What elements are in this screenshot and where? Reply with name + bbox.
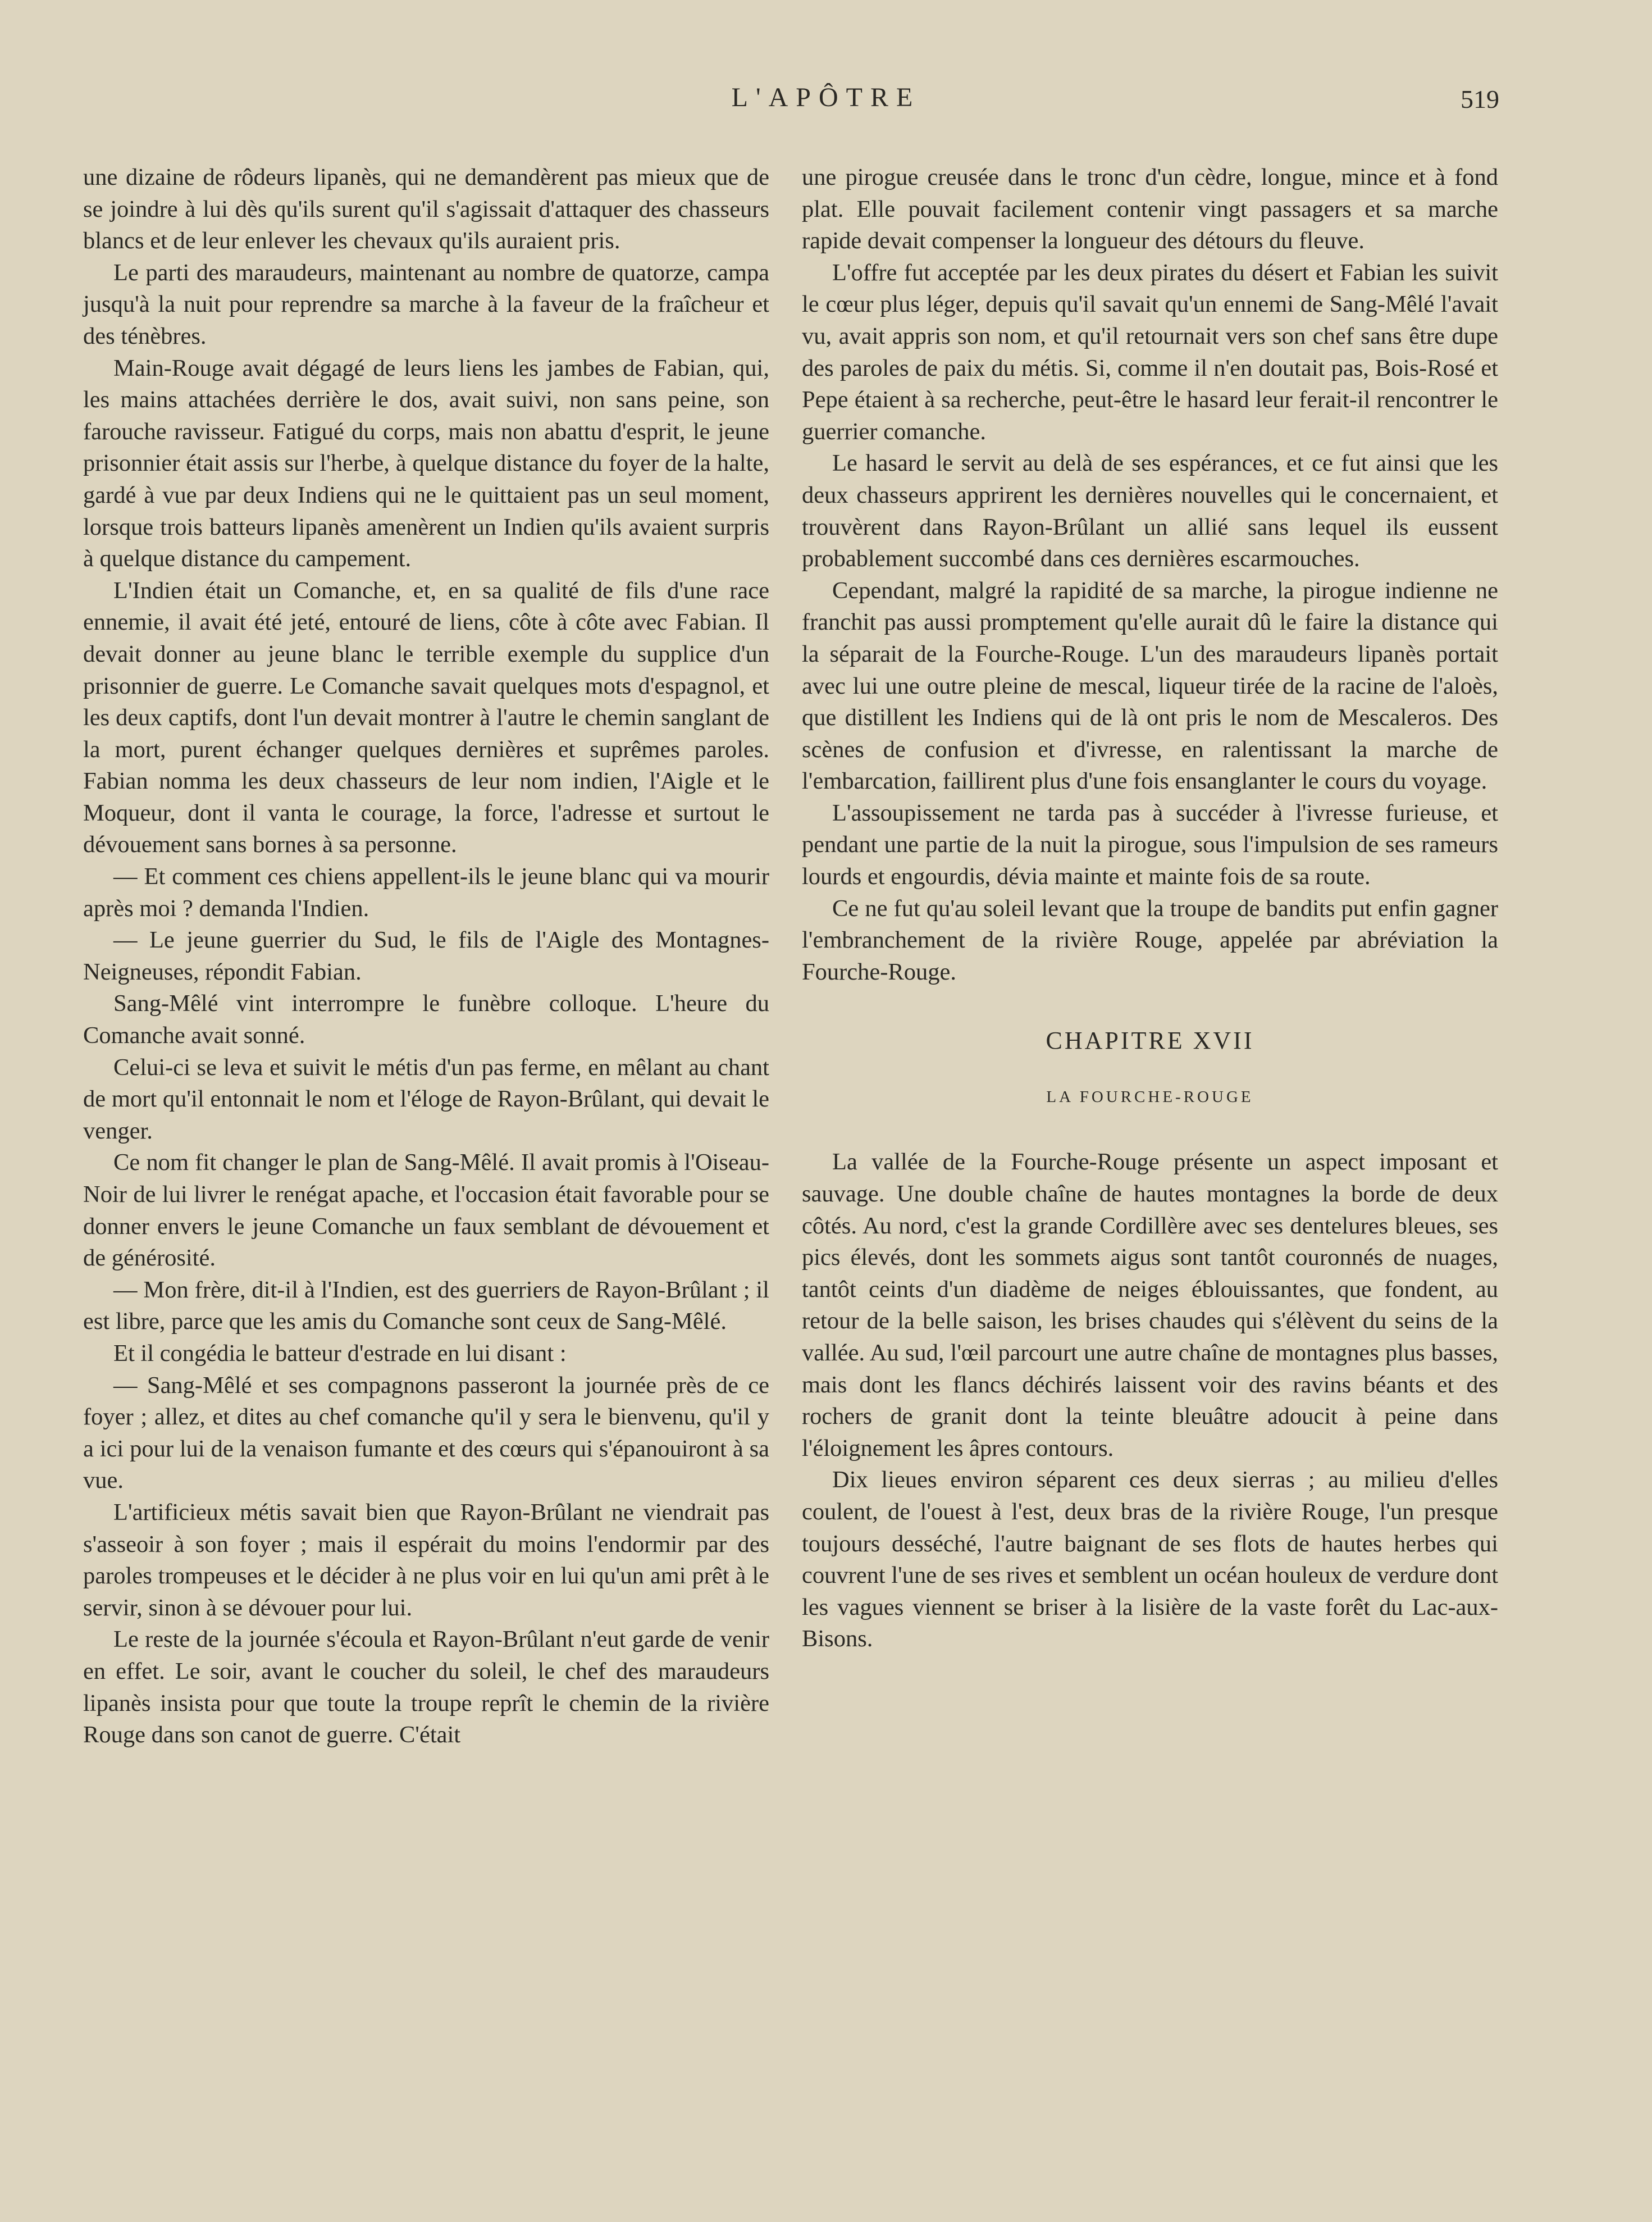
paragraph: Et il congédia le batteur d'estrade en lui disant : (113, 1340, 567, 1367)
paragraph: La vallée de la Fourche-Rouge présente un aspect imposant et sauvage. Une double chaîne de hautes montagnes la borde de deux côtés. Au nord, c'est la grande Cordillère avec ses dentelures bleues, ses pics élevés, dont les sommets aigus sont tantôt couronnés de nuages, tantôt ceints d'un diadème de neiges éblouissantes, que fondent, au retour de la belle saison, les brises chaudes qui s'élèvent du seins de la vallée. Au sud, l'œil parcourt une autre chaîne de montagnes plus basses, mais dont les flancs déchirés laissent voir des ravins béants et des rochers de granit dont la teinte bleuâtre adoucit à peine dans l'éloignement les âpres contours. (802, 1149, 1498, 1461)
chapter-body (802, 1146, 1498, 1655)
paragraph: L'assoupissement ne tarda pas à succéder à l'ivresse furieuse, et pendant une partie de la nuit la pirogue, sous l'impulsion de ses rameurs lourds et engourdis, dévia mainte et mainte fois de sa route. (802, 799, 1498, 890)
paragraph: Ce nom fit changer le plan de Sang-Mêlé. Il avait promis à l'Oiseau-Noir de lui livrer le renégat apache, et l'occasion était favorable pour se donner envers le jeune Comanche un faux semblant de dévouement et de générosité. (83, 1149, 769, 1272)
paragraph: Le reste de la journée s'écoula et Rayon-Brûlant n'eut garde de venir en effet. Le soir, avant le coucher du soleil, le chef des maraudeurs lipanès insista pour que toute la troupe reprît le chemin de la rivière Rouge dans son canot de guerre. C'était (83, 1626, 769, 1749)
paragraph: Sang-Mêlé vint interrompre le funèbre colloque. L'heure du Comanche avait sonné. (83, 990, 769, 1049)
running-title: L'APÔTRE (731, 83, 921, 112)
paragraph: une dizaine de rôdeurs lipanès, qui ne demandèrent pas mieux que de se joindre à lui dès qu'ils surent qu'il s'agissait d'attaquer des chasseurs blancs et de leur enlever les chevaux qu'ils auraient pris. (83, 164, 769, 254)
left-column (83, 162, 769, 1751)
paragraph: une pirogue creusée dans le tronc d'un cèdre, longue, mince et à fond plat. Elle pouvait facilement contenir vingt passagers et sa marche rapide devait compenser la longueur des détours du fleuve. (802, 164, 1498, 254)
paragraph: Celui-ci se leva et suivit le métis d'un pas ferme, en mêlant au chant de mort qu'il entonnait le nom et l'éloge de Rayon-Brûlant, qui devait le venger. (83, 1054, 769, 1144)
paragraph: Main-Rouge avait dégagé de leurs liens les jambes de Fabian, qui, les mains attachées derrière le dos, avait suivi, non sans peine, son farouche ravisseur. Fatigué du corps, mais non abattu d'esprit, le jeune prisonnier était assis sur l'herbe, à quelque distance du foyer de la halte, gardé à vue par deux Indiens qui ne le quittaient pas un seul moment, lorsque trois batteurs lipanès amenèrent un Indien qu'ils avaient surpris à quelque distance du campement. (83, 354, 769, 572)
chapter-title: CHAPITRE XVII (1046, 1027, 1254, 1055)
page-number: 519 (1461, 85, 1499, 113)
paragraph: L'Indien était un Comanche, et, en sa qualité de fils d'une race ennemie, il avait été jeté, entouré de liens, côte à côte avec Fabian. Il devait donner au jeune blanc le terrible exemple du supplice d'un prisonnier de guerre. Le Comanche savait quelques mots d'espagnol, et les deux captifs, dont l'un devait montrer à l'autre le chemin sanglant de la mort, purent échanger quelques dernières et suprêmes paroles. Fabian nomma les deux chasseurs de leur nom indien, l'Aigle et le Moqueur, dont il vanta le courage, la force, l'adresse et surtout le dévouement sans bornes à sa personne. (83, 577, 769, 858)
paragraph: Dix lieues environ séparent ces deux sierras ; au milieu d'elles coulent, de l'ouest à l'est, deux bras de la rivière Rouge, l'un presque toujours desséché, l'autre baignant de ses flots de hautes herbes qui couvrent l'une de ses rives et semblent un océan houleux de verdure dont les vagues viennent se briser à la lisière de la vaste forêt du Lac-aux-Bisons. (802, 1467, 1498, 1652)
paragraph: Cependant, malgré la rapidité de sa marche, la pirogue indienne ne franchit pas aussi promptement qu'elle aurait dû le faire la distance qui la séparait de la Fourche-Rouge. L'un des maraudeurs lipanès portait avec lui une outre pleine de mescal, liqueur tirée de la racine de l'aloès, que distillent les Indiens qui de là ont pris le nom de Mescaleros. Des scènes de confusion et d'ivresse, en ralentissant la marche de l'embarcation, faillirent plus d'une fois ensanglanter le cours du voyage. (802, 577, 1498, 795)
paragraph: Le hasard le servit au delà de ses espérances, et ce fut ainsi que les deux chasseurs apprirent les dernières nouvelles qui le concernaient, et trouvèrent dans Rayon-Brûlant un allié sans lequel ils eussent probablement succombé dans ces dernières escarmouches. (802, 450, 1498, 572)
dialogue-paragraph: — Et comment ces chiens appellent-ils le jeune blanc qui va mourir après moi ? demanda l'Indien. (83, 863, 769, 922)
paragraph: L'artificieux métis savait bien que Rayon-Brûlant ne viendrait pas s'asseoir à son foyer ; mais il espérait du moins l'endormir par des paroles trompeuses et le décider à ne plus voir en lui qu'un ami prêt à le servir, sinon à se dévouer pour lui. (83, 1499, 769, 1621)
dialogue-paragraph: — Mon frère, dit-il à l'Indien, est des guerriers de Rayon-Brûlant ; il est libre, parce que les amis du Comanche sont ceux de Sang-Mêlé. (83, 1276, 769, 1335)
paragraph: Le parti des maraudeurs, maintenant au nombre de quatorze, campa jusqu'à la nuit pour reprendre sa marche à la faveur de la fraîcheur et des ténèbres. (83, 259, 769, 349)
paragraph: L'offre fut acceptée par les deux pirates du désert et Fabian les suivit le cœur plus léger, depuis qu'il savait qu'un ennemi de Sang-Mêlé l'avait vu, avait appris son nom, et qu'il retournait vers son chef sans être dupe des paroles de paix du métis. Si, comme il n'en doutait pas, Bois-Rosé et Pepe étaient à sa recherche, peut-être le hasard leur ferait-il rencontrer le guerrier comanche. (802, 259, 1498, 445)
right-column (802, 162, 1498, 1655)
paragraph: Ce ne fut qu'au soleil levant que la troupe de bandits put enfin gagner l'embranchement de la rivière Rouge, appelée par abréviation la Fourche-Rouge. (802, 895, 1498, 985)
dialogue-paragraph: — Sang-Mêlé et ses compagnons passeront la journée près de ce foyer ; allez, et dites au chef comanche qu'il y sera le bienvenu, qu'il y a ici pour lui de la venaison fumante et des cœurs qui s'épanouiront à sa vue. (83, 1372, 769, 1494)
dialogue-paragraph: — Le jeune guerrier du Sud, le fils de l'Aigle des Montagnes-Neigneuses, répondit Fabian. (83, 927, 769, 985)
chapter-subtitle: LA FOURCHE-ROUGE (1046, 1088, 1254, 1107)
